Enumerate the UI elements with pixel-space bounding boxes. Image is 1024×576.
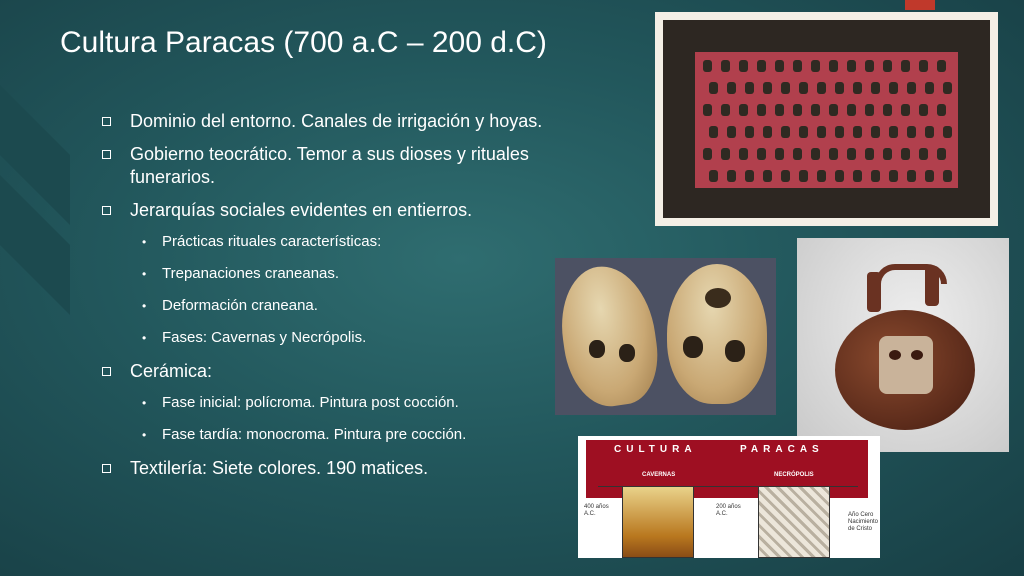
necropolis-tomb-illustration <box>758 486 830 558</box>
skull-left <box>555 260 664 411</box>
textile-figure <box>907 126 916 138</box>
textile-figure <box>835 126 844 138</box>
textile-figure <box>835 170 844 182</box>
textile-figure <box>739 60 748 72</box>
textile-figure <box>757 104 766 116</box>
textile-figure <box>871 82 880 94</box>
date-label-200: 200 años A.C. <box>716 504 741 517</box>
textile-figure <box>793 148 802 160</box>
textile-figure <box>829 60 838 72</box>
square-bullet-icon <box>102 367 111 376</box>
textile-figure <box>907 82 916 94</box>
textile-figure <box>871 126 880 138</box>
textile-figure <box>793 104 802 116</box>
cultura-paracas-timeline-image <box>578 436 880 558</box>
textile-figure <box>865 60 874 72</box>
textile-figure <box>721 60 730 72</box>
square-bullet-icon <box>102 206 111 215</box>
sub-bullet-item: • Fase tardía: monocroma. Pintura pre cocción. <box>142 426 467 443</box>
textile-figure <box>883 104 892 116</box>
textile-figure <box>925 82 934 94</box>
textile-figure <box>943 82 952 94</box>
textile-figure <box>775 148 784 160</box>
textile-figure <box>925 170 934 182</box>
textile-figure <box>727 126 736 138</box>
cavernas-tomb-illustration <box>622 486 694 558</box>
textile-figure <box>853 82 862 94</box>
textile-figure <box>763 170 772 182</box>
elongated-skulls-image <box>555 258 776 415</box>
textile-figure <box>727 170 736 182</box>
dot-bullet-icon: • <box>142 267 147 281</box>
bullet-item: Cerámica: <box>102 360 582 383</box>
textile-figure <box>889 82 898 94</box>
textile-figure <box>943 126 952 138</box>
textile-figure <box>745 170 754 182</box>
textile-figure <box>937 104 946 116</box>
textile-figure <box>829 104 838 116</box>
textile-figure <box>883 148 892 160</box>
slide-title: Cultura Paracas (700 a.C – 200 d.C) <box>60 26 547 59</box>
vessel-bridge <box>875 264 947 284</box>
textile-figure <box>817 170 826 182</box>
textile-figure <box>901 60 910 72</box>
bullet-item: Dominio del entorno. Canales de irrigación y hoyas. <box>102 110 582 133</box>
textile-figure <box>919 60 928 72</box>
square-bullet-icon <box>102 117 111 126</box>
timeline-word-left: CULTURA <box>614 444 697 455</box>
textile-figure <box>907 170 916 182</box>
vessel-face-eye <box>889 350 901 360</box>
textile-figure <box>817 126 826 138</box>
textile-figure <box>889 126 898 138</box>
textile-figure <box>919 104 928 116</box>
sub-bullet-item: • Deformación craneana. <box>142 297 318 314</box>
vessel-face-eye <box>911 350 923 360</box>
dot-bullet-icon: • <box>142 396 147 410</box>
textile-figure <box>703 60 712 72</box>
textile-figure <box>811 148 820 160</box>
paracas-textile-image <box>655 12 998 226</box>
skull-eye <box>725 340 745 362</box>
date-label-zero: Año Cero Nacimiento de Cristo <box>848 512 879 532</box>
textile-figure <box>835 82 844 94</box>
textile-figure <box>919 148 928 160</box>
sub-bullet-item: • Fases: Cavernas y Necrópolis. <box>142 329 367 346</box>
textile-figure <box>721 148 730 160</box>
sub-bullet-item: • Trepanaciones craneanas. <box>142 265 340 282</box>
sub-bullet-item: • Fase inicial: polícroma. Pintura post cocción. <box>142 394 459 411</box>
textile-figure <box>853 170 862 182</box>
textile-figure <box>817 82 826 94</box>
textile-figure <box>925 126 934 138</box>
textile-figure <box>721 104 730 116</box>
textile-figure <box>889 170 898 182</box>
phase-label-cavernas: CAVERNAS <box>642 472 676 478</box>
textile-figure <box>799 170 808 182</box>
textile-figure <box>775 104 784 116</box>
dot-bullet-icon: • <box>142 299 147 313</box>
accent-bar <box>905 0 935 10</box>
textile-figure <box>853 126 862 138</box>
textile-figure <box>781 170 790 182</box>
textile-figure <box>745 82 754 94</box>
dot-bullet-icon: • <box>142 428 147 442</box>
textile-figure <box>757 148 766 160</box>
sub-bullet-item: • Prácticas rituales características: <box>142 233 382 250</box>
bullet-item: Gobierno teocrático. Temor a sus dioses y rituales funerarios. <box>102 143 582 189</box>
trepanation-hole <box>705 288 731 308</box>
textile-figure <box>709 82 718 94</box>
textile-figure <box>799 126 808 138</box>
textile-figure <box>883 60 892 72</box>
textile-figure <box>775 60 784 72</box>
date-label-400: 400 años A.C. <box>584 504 609 517</box>
textile-figure <box>799 82 808 94</box>
textile-figure <box>829 148 838 160</box>
square-bullet-icon <box>102 150 111 159</box>
textile-figure <box>865 148 874 160</box>
textile-figure <box>811 104 820 116</box>
skull-eye <box>619 344 635 362</box>
textile-figure <box>901 104 910 116</box>
textile-figure <box>739 104 748 116</box>
bullet-list <box>102 110 582 490</box>
textile-figure <box>943 170 952 182</box>
textile-figure <box>781 126 790 138</box>
phase-label-necropolis: NECRÓPOLIS <box>774 472 814 478</box>
skull-right <box>667 264 767 404</box>
bullet-item: Jerarquías sociales evidentes en entierros. <box>102 199 582 222</box>
timeline-word-right: PARACAS <box>740 444 824 455</box>
textile-figure <box>757 60 766 72</box>
textile-figure <box>847 148 856 160</box>
textile-figure <box>781 82 790 94</box>
dot-bullet-icon: • <box>142 331 147 345</box>
dot-bullet-icon: • <box>142 235 147 249</box>
vessel-painted-face <box>879 336 933 394</box>
skull-eye <box>589 340 605 358</box>
textile-figure <box>793 60 802 72</box>
textile-figure <box>727 82 736 94</box>
textile-figure <box>901 148 910 160</box>
textile-figure <box>865 104 874 116</box>
textile-figure <box>745 126 754 138</box>
textile-figure <box>739 148 748 160</box>
textile-figure <box>703 104 712 116</box>
textile-figure <box>709 126 718 138</box>
textile-figure <box>811 60 820 72</box>
textile-figure <box>937 60 946 72</box>
bullet-item: Textilería: Siete colores. 190 matices. <box>102 457 582 480</box>
textile-figure <box>703 148 712 160</box>
skull-eye <box>683 336 703 358</box>
textile-figure <box>847 60 856 72</box>
textile-figure <box>763 126 772 138</box>
textile-figure <box>871 170 880 182</box>
textile-center <box>695 52 958 188</box>
textile-figure <box>763 82 772 94</box>
textile-figure <box>709 170 718 182</box>
textile-figure <box>937 148 946 160</box>
textile-figure <box>847 104 856 116</box>
square-bullet-icon <box>102 464 111 473</box>
paracas-ceramic-vessel-image <box>797 238 1009 452</box>
